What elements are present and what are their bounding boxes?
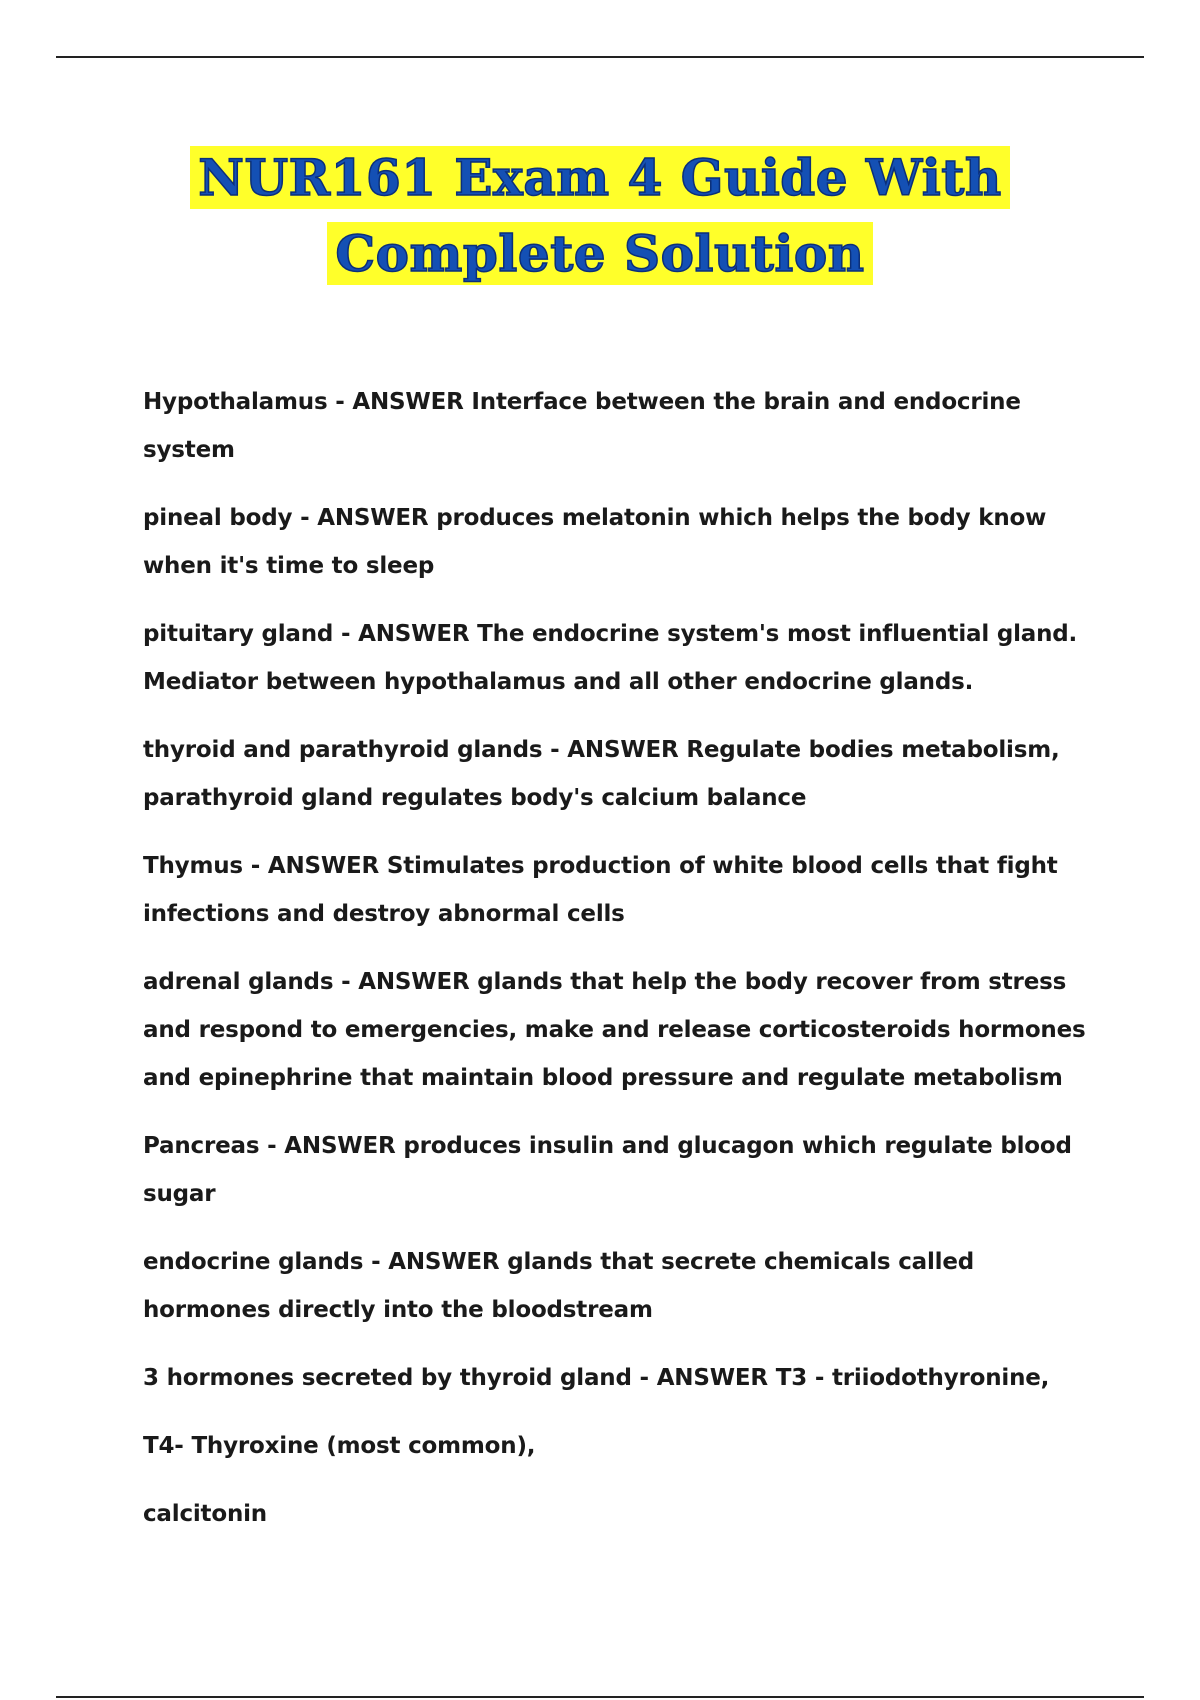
qa-term: Hypothalamus bbox=[143, 389, 328, 415]
qa-answer: Stimulates production of white blood cells that fight infections and destroy abnormal cells bbox=[143, 853, 1058, 927]
qa-item-pancreas bbox=[143, 1122, 1103, 1218]
qa-answer: glands that help the body recover from stress and respond to emergencies, make and release corticosteroids hormones and epinephrine that maintain blood pressure and regulate metabolism bbox=[143, 969, 1086, 1091]
qa-separator: - ANSWER bbox=[333, 621, 478, 647]
qa-item-thyroid-hormones bbox=[143, 1354, 1103, 1402]
qa-separator: - ANSWER bbox=[292, 505, 437, 531]
qa-answer: glands that secrete chemicals called hormones directly into the bloodstream bbox=[143, 1249, 975, 1323]
qa-list bbox=[143, 378, 1103, 1558]
qa-term: pituitary gland bbox=[143, 621, 334, 647]
header-rule bbox=[56, 56, 1144, 58]
title-line-2: Complete Solution bbox=[327, 222, 872, 285]
qa-answer: produces melatonin which helps the body know when it's time to sleep bbox=[143, 505, 1047, 579]
qa-answer: T3 - triiodothyronine, bbox=[775, 1365, 1050, 1391]
title-line-1: NUR161 Exam 4 Guide With bbox=[190, 146, 1009, 209]
qa-answer: Regulate bodies metabolism, parathyroid gland regulates body's calcium balance bbox=[143, 737, 1060, 811]
qa-term: Thymus bbox=[143, 853, 243, 879]
qa-answer: produces insulin and glucagon which regulate blood sugar bbox=[143, 1133, 1072, 1207]
footer-rule bbox=[56, 1696, 1144, 1698]
qa-term: adrenal glands bbox=[143, 969, 334, 995]
continuation-line-t4: T4- Thyroxine (most common), bbox=[143, 1433, 536, 1459]
qa-term: thyroid and parathyroid glands bbox=[143, 737, 543, 763]
continuation-line-calcitonin: calcitonin bbox=[143, 1501, 267, 1527]
qa-separator: - ANSWER bbox=[363, 1249, 508, 1275]
qa-term: endocrine glands bbox=[143, 1249, 364, 1275]
qa-term: pineal body bbox=[143, 505, 293, 531]
qa-term: Pancreas bbox=[143, 1133, 260, 1159]
qa-answer: Interface between the brain and endocrine system bbox=[143, 389, 1021, 463]
document-title bbox=[0, 140, 1200, 292]
qa-item-hypothalamus bbox=[143, 378, 1103, 474]
qa-item-thyroid-parathyroid bbox=[143, 726, 1103, 822]
qa-item-pituitary-gland bbox=[143, 610, 1103, 706]
qa-term: 3 hormones secreted by thyroid gland bbox=[143, 1365, 632, 1391]
qa-separator: - ANSWER bbox=[327, 389, 472, 415]
qa-separator: - ANSWER bbox=[242, 853, 387, 879]
qa-item-adrenal-glands bbox=[143, 958, 1103, 1102]
qa-separator: - ANSWER bbox=[333, 969, 478, 995]
qa-separator: - ANSWER bbox=[542, 737, 687, 763]
qa-item-pineal-body bbox=[143, 494, 1103, 590]
qa-answer: The endocrine system's most influential gland. Mediator between hypothalamus and all other endocrine glands. bbox=[143, 621, 1078, 695]
qa-separator: - ANSWER bbox=[259, 1133, 404, 1159]
qa-separator: - ANSWER bbox=[631, 1365, 776, 1391]
qa-item-endocrine-glands bbox=[143, 1238, 1103, 1334]
qa-item-thymus bbox=[143, 842, 1103, 938]
